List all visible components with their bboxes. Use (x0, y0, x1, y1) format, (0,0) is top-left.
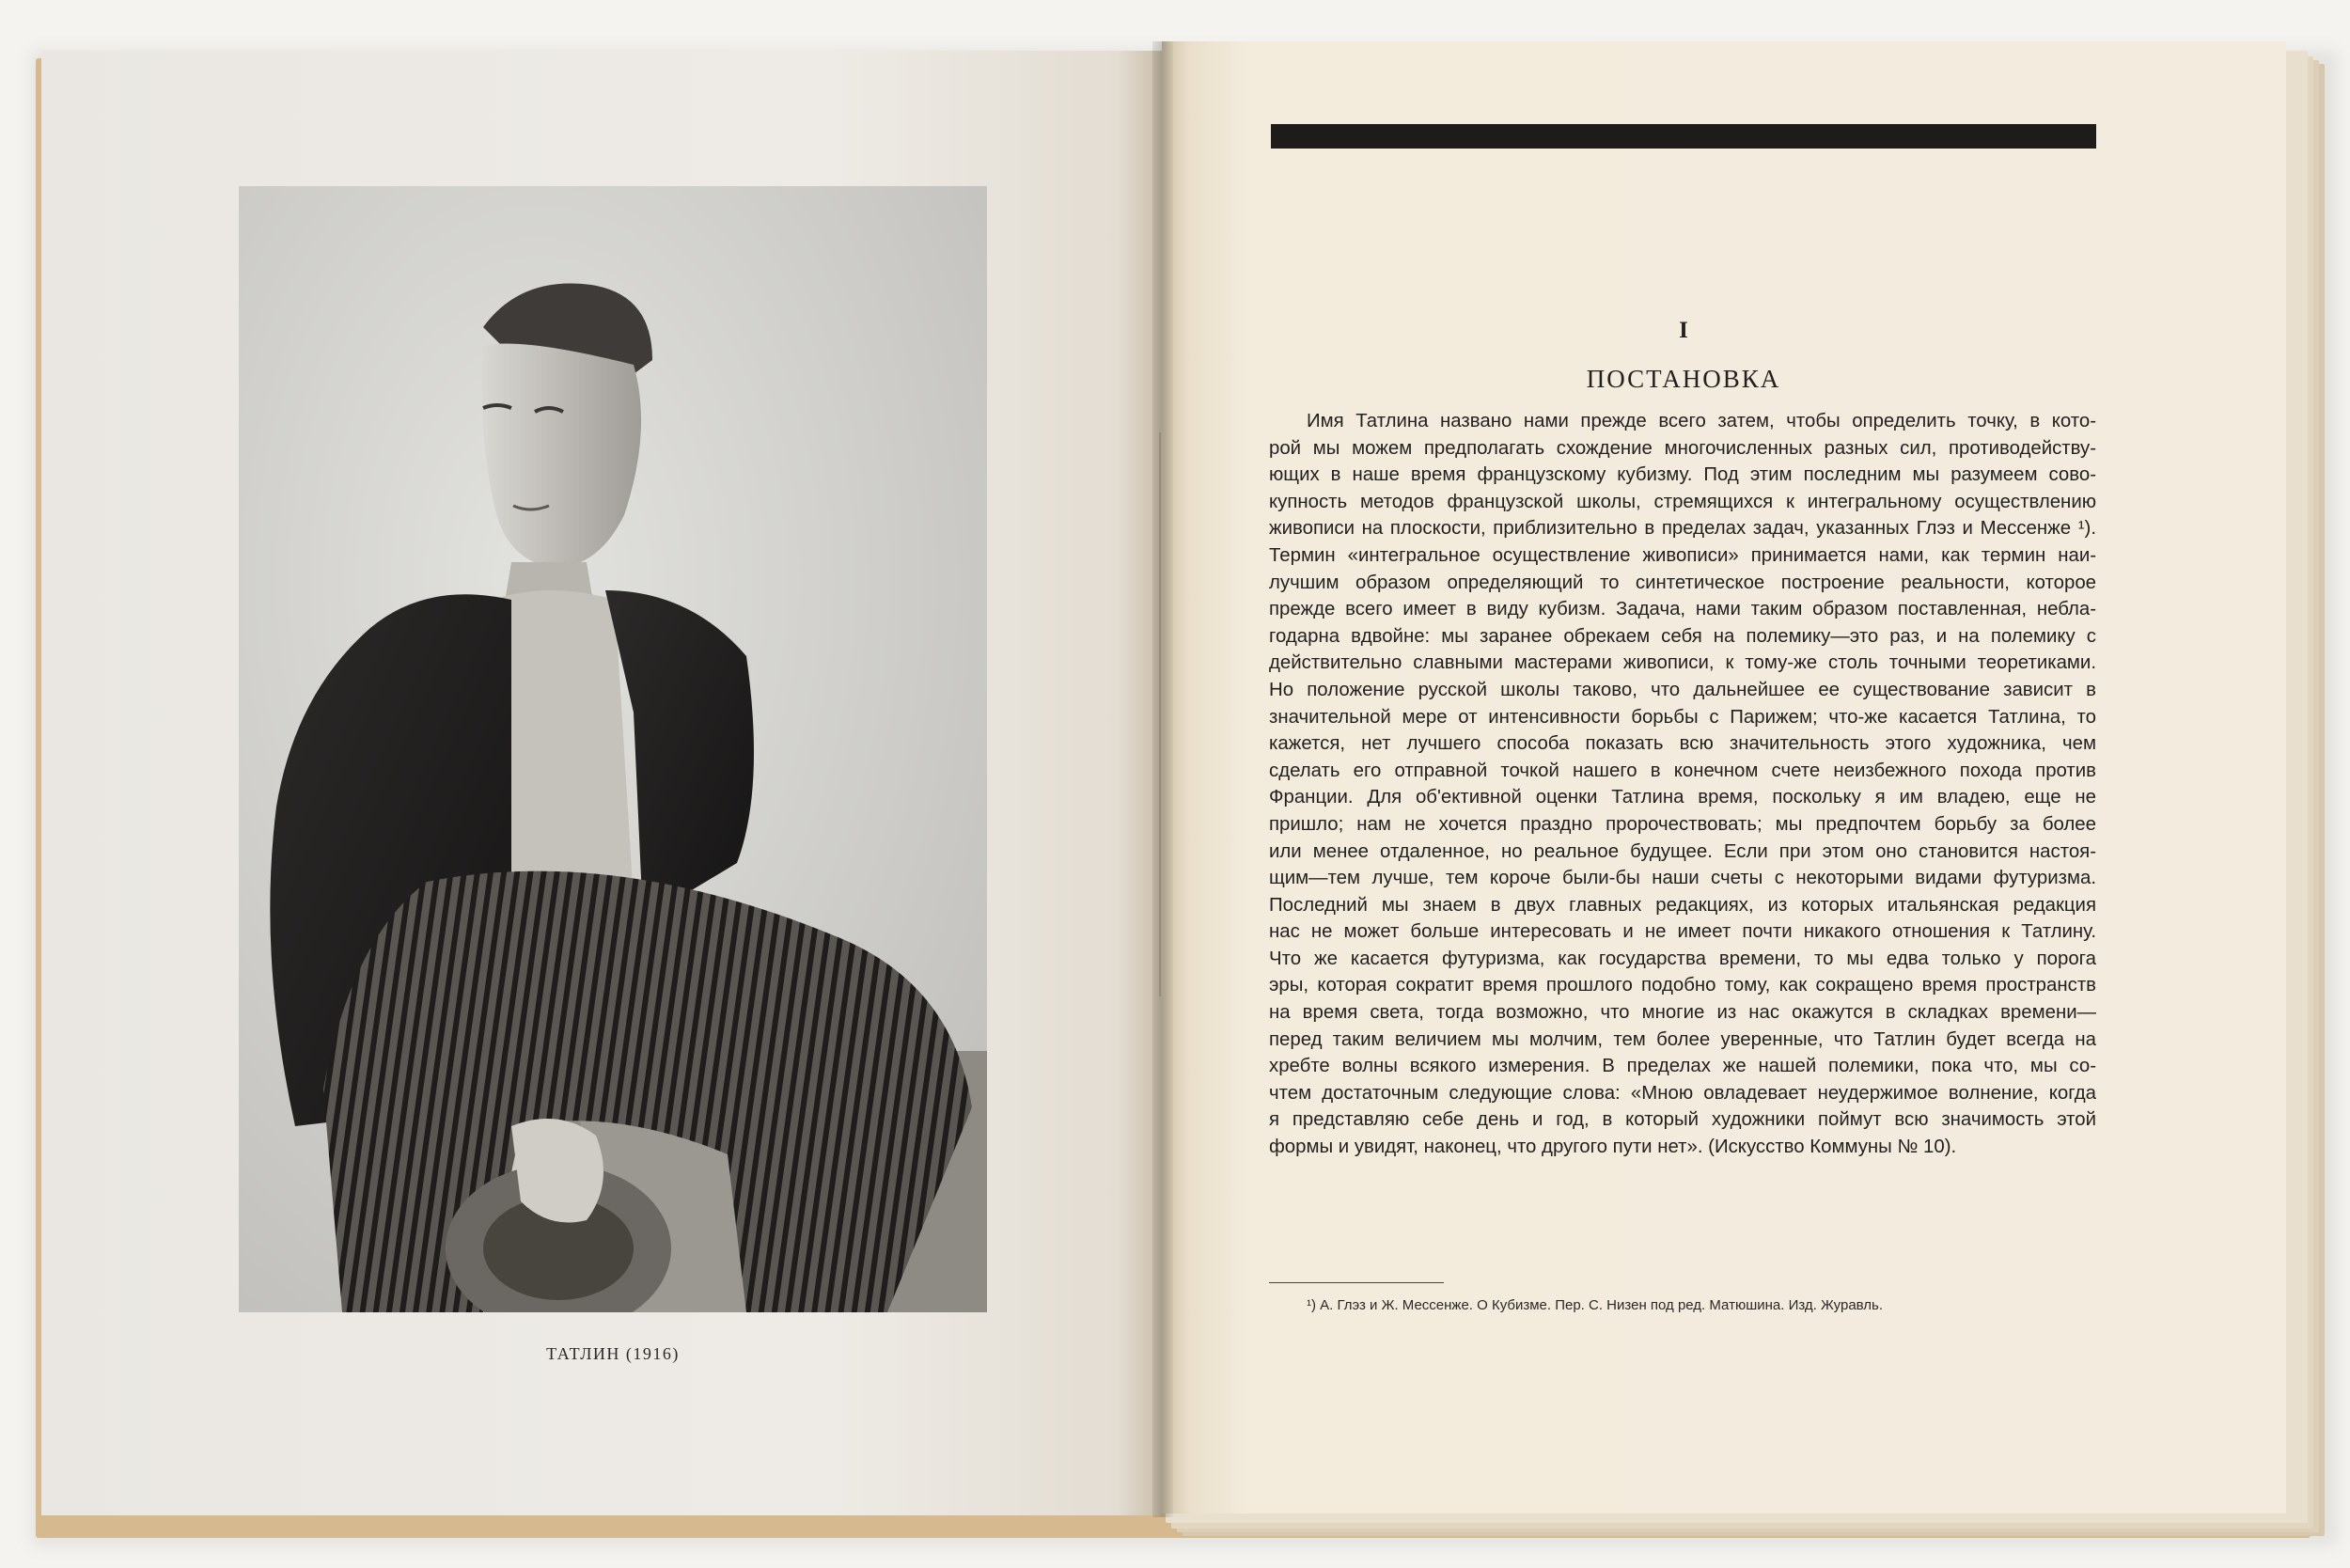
text-line: живописи на плоскости, приблизительно в пределах задач, указанных Глэз и Мессенже ¹). (1269, 518, 2096, 540)
text-line: пришло; нам не хочется праздно пророчествовать; мы предпочтем борьбу за более (1269, 813, 2096, 835)
chapter-title: ПОСТАНОВКА (1586, 365, 1781, 393)
header-rule (1271, 124, 2096, 149)
text-line: лучшим образом определяющий то синтетическое построение реальности, которое (1269, 572, 2096, 593)
text-line: Но положение русской школы таково, что дальнейшее ее существование зависит в (1269, 679, 2096, 700)
text-line: купность методов французской школы, стремящихся к интегральному осуществлению (1269, 491, 2096, 512)
text-line: действительно славными мастерами живописи, к тому-же столь точными теоретиками. (1269, 652, 2096, 674)
body-text (1269, 408, 2096, 1161)
text-line: чтем достаточным следующие слова: «Мною овладевает неудержимое волнение, когда (1269, 1082, 2096, 1104)
text-line: Что же касается футуризма, как государства времени, то мы едва только у порога (1269, 948, 2096, 969)
footnote: ¹) А. Глэз и Ж. Мессенже. О Кубизме. Пер. С. Низен под ред. Матюшина. Изд. Журавль. (1307, 1297, 1884, 1313)
text-line: нас не может больше интересовать и не имеет почти никакого отношения к Татлину. (1269, 921, 2096, 943)
chapter-number: I (1679, 318, 1688, 343)
text-line: значительной мере от интенсивности борьбы с Парижем; что-же касается Татлина, то (1269, 706, 2096, 728)
text-line: перед таким величием мы молчим, тем более уверенные, что Татлин будет всегда на (1269, 1028, 2096, 1050)
text-line: я представляю себе день и год, в который художники поймут всю значимость этой (1269, 1109, 2096, 1131)
text-line: или менее отдаленное, но реальное будущее. Если при этом оно становится настоя- (1269, 840, 2096, 862)
text-line: ющих в наше время французскому кубизму. Под этим последним мы разумеем сово- (1269, 464, 2096, 486)
text-line: эры, которая сократит время прошлого подобно тому, как сокращено время пространств (1269, 975, 2096, 996)
portrait-illustration (239, 186, 987, 1312)
text-line: годарна вдвойне: мы заранее обрекаем себя на полемику—это раз, и на полемику с (1269, 625, 2096, 647)
text-line: сделать его отправной точкой нашего в конечном счете неизбежного похода против (1269, 760, 2096, 781)
text-line: Франции. Для об'ективной оценки Татлина время, поскольку я им владею, еще не (1269, 787, 2096, 808)
text-line: Термин «интегральное осуществление живописи» принимается нами, как термин наи- (1269, 544, 2096, 566)
text-line: рой мы можем предполагать схождение многочисленных разных сил, противодейству- (1269, 437, 2096, 459)
text-line: на время света, тогда возможно, что многие из нас окажутся в складках времени— (1269, 1002, 2096, 1024)
footnote-rule (1269, 1282, 1444, 1283)
text-line: кажется, нет лучшего способа показать всю значительность этого художника, чем (1269, 733, 2096, 755)
text-line: щим—тем лучше, тем короче были-бы наши счеты с некоторыми видами футуризма. (1269, 868, 2096, 889)
photo-caption: ТАТЛИН (1916) (546, 1344, 680, 1363)
text-line: Имя Татлина названо нами прежде всего затем, чтобы определить точку, в кото- (1307, 411, 2096, 431)
portrait-photo (239, 186, 987, 1312)
binding-stitch (1159, 432, 1167, 996)
text-line: Последний мы знаем в двух главных редакциях, из которых итальянская редакция (1269, 894, 2096, 916)
text-line: хребте волны всякого измерения. В пределах же нашей полемики, пока что, мы со- (1269, 1056, 2096, 1077)
text-line: прежде всего имеет в виду кубизм. Задача, нами таким образом поставленная, небла- (1269, 599, 2096, 620)
text-line: формы и увидят, наконец, что другого пути нет». (Искусство Коммуны № 10). (1269, 1137, 1957, 1158)
